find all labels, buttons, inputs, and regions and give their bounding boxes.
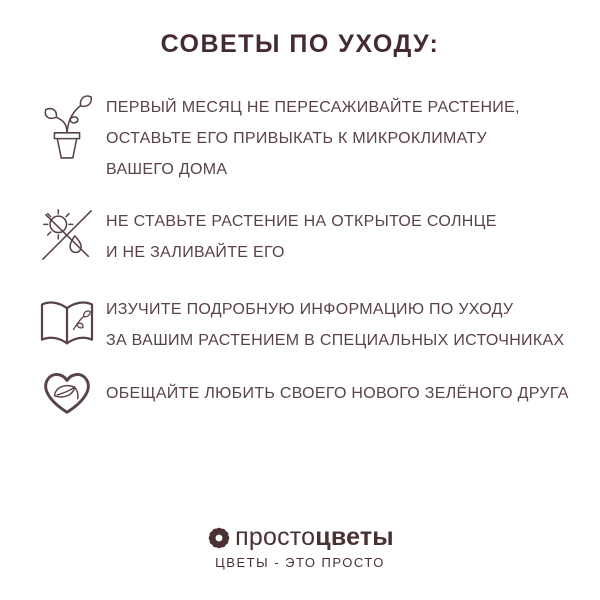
flower-logo-icon xyxy=(206,525,232,551)
tip-text xyxy=(106,92,520,185)
tip-item-love xyxy=(38,366,578,418)
tip-line: НЕ СТАВЬТЕ РАСТЕНИЕ НА ОТКРЫТОЕ СОЛНЦЕ xyxy=(106,213,497,230)
tip-text xyxy=(106,294,564,356)
tip-item-learn xyxy=(38,294,578,356)
tip-text xyxy=(106,206,497,268)
heart-leaf-icon xyxy=(38,366,96,418)
page-title: СОВЕТЫ ПО УХОДУ: xyxy=(160,30,440,58)
tip-line: ЗА ВАШИМ РАСТЕНИЕМ В СПЕЦИАЛЬНЫХ ИСТОЧНИКАХ xyxy=(106,332,565,349)
brand-name xyxy=(235,523,394,552)
brand-name-part2: цветы xyxy=(315,523,394,551)
tip-line: ВАШЕГО ДОМА xyxy=(106,161,228,178)
tip-line: ИЗУЧИТЕ ПОДРОБНУЮ ИНФОРМАЦИЮ ПО УХОДУ xyxy=(106,301,514,318)
brand-row xyxy=(0,523,600,552)
potted-plant-icon xyxy=(38,92,96,162)
brand-tagline: ЦВЕТЫ - ЭТО ПРОСТО xyxy=(215,555,385,570)
tip-line: ПЕРВЫЙ МЕСЯЦ НЕ ПЕРЕСАЖИВАЙТЕ РАСТЕНИЕ, xyxy=(106,99,520,116)
tip-item-repot xyxy=(38,92,578,185)
brand-footer xyxy=(0,523,600,570)
brand-name-part1: просто xyxy=(235,523,316,551)
tip-line: ОБЕЩАЙТЕ ЛЮБИТЬ СВОЕГО НОВОГО ЗЕЛЁНОГО ДРУГА xyxy=(106,385,569,402)
tip-line: И НЕ ЗАЛИВАЙТЕ ЕГО xyxy=(106,244,285,261)
tip-item-no-sun xyxy=(38,206,578,268)
tip-text xyxy=(106,378,569,409)
tip-line: ОСТАВЬТЕ ЕГО ПРИВЫКАТЬ К МИКРОКЛИМАТУ xyxy=(106,130,487,147)
open-book-icon xyxy=(38,294,96,348)
no-sun-no-water-icon xyxy=(38,206,96,264)
